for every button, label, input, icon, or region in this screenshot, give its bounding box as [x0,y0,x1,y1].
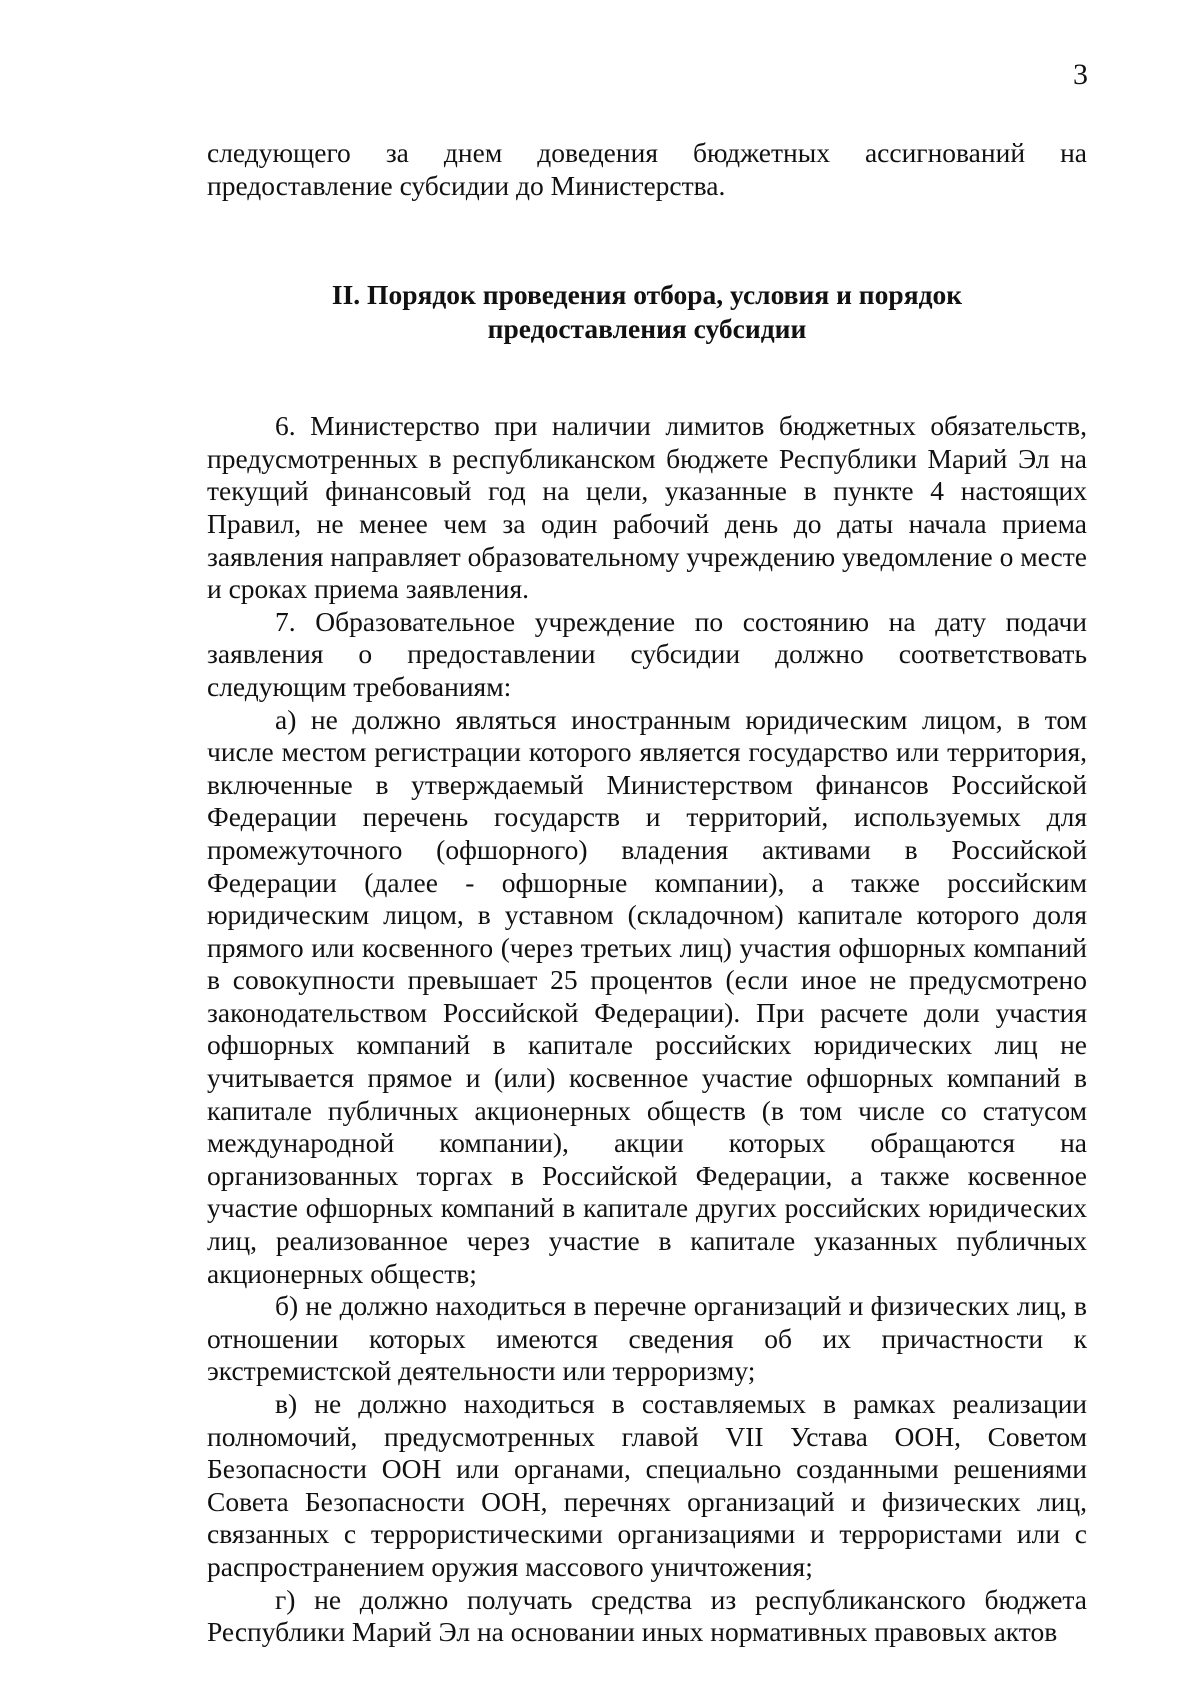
section-title [207,278,1087,346]
document-body [207,137,1087,1649]
subparagraph-v: в) не должно находиться в составляемых в рамках реализации полномочий, предусмотренных главой VII Устава ООН, Советом Безопасности ООН или органами, специально созданными решениями Совета Безопасности ООН, перечнях организаций и физических лиц, связанных с террористическими организациями и террористами или с распространением оружия массового уничтожения; [207,1388,1087,1582]
intro-paragraph: следующего за днем доведения бюджетных ассигнований на предоставление субсидии до Министерства. [207,137,1087,201]
subparagraph-g: г) не должно получать средства из республиканского бюджета Республики Марий Эл на основании иных нормативных правовых актов [207,1583,1087,1648]
section-title-line-1: II. Порядок проведения отбора, условия и порядок [331,279,963,311]
subparagraph-b: б) не должно находиться в перечне организаций и физических лиц, в отношении которых имеются сведения об их причастности к экстремистской деятельности или терроризму; [207,1290,1087,1387]
paragraph-7: 7. Образовательное учреждение по состоянию на дату подачи заявления о предоставлении субсидии должно соответствовать следующим требованиям: [207,605,1087,702]
subparagraph-a: а) не должно являться иностранным юридическим лицом, в том числе местом регистрации которого является государство или территория, включенные в утверждаемый Министерством финансов Российской Федерации перечень государств и территорий, используемых для промежуточного (офшорного) владения активами в Российской Федерации (далее - офшорные компании), а также российским юридическим лицом, в уставном (складочном) капитале которого доля прямого или косвенного (через третьих лиц) участия офшорных компаний в совокупности превышает 25 процентов (если иное не предусмотрено законодательством Российской Федерации). При расчете доли участия офшорных компаний в капитале российских юридических лиц не учитывается прямое и (или) косвенное участие офшорных компаний в капитале публичных акционерных обществ (в том числе со статусом международной компании), акции которых обращаются на организованных торгах в Российской Федерации, а также косвенное участие офшорных компаний в капитале других российских юридических лиц, реализованное через участие в капитале указанных публичных акционерных обществ; [207,703,1087,1289]
section-title-line-2: предоставления субсидии [487,313,807,345]
page-number: 3 [1073,58,1088,91]
paragraph-6: 6. Министерство при наличии лимитов бюджетных обязательств, предусмотренных в республиканском бюджете Республики Марий Эл на текущий финансовый год на цели, указанные в пункте 4 настоящих Правил, не менее чем за один рабочий день до даты начала приема заявления направляет образовательному учреждению уведомление о месте и сроках приема заявления. [207,410,1087,605]
